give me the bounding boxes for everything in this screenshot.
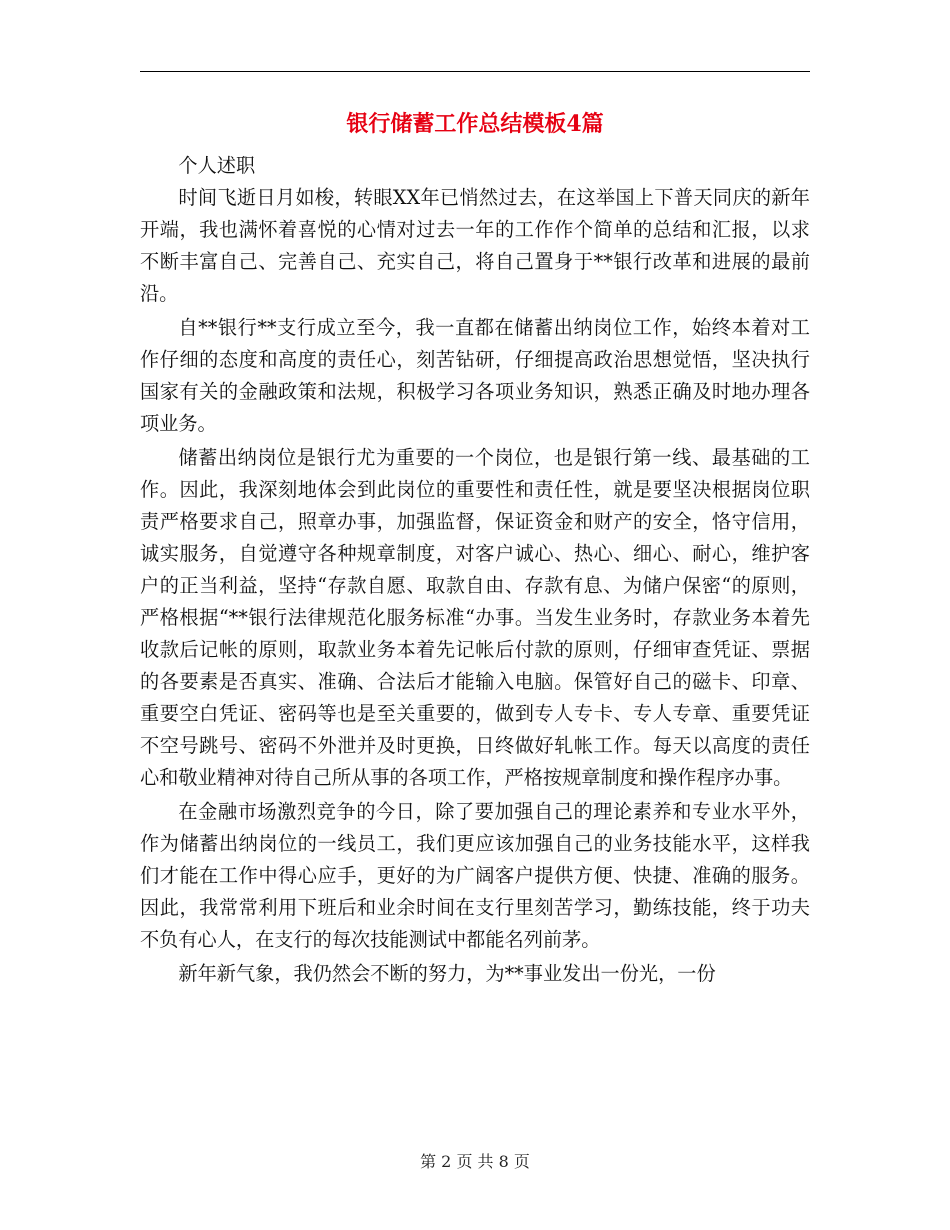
paragraph-4: 在金融市场激烈竞争的今日，除了要加强自己的理论素养和专业水平外，作为储蓄出纳岗位的一线员工，我们更应该加强自己的业务技能水平，这样我们才能在工作中得心应手，更好的为广阔客户提供方便、快捷、准确的服务。因此，我常常利用下班后和业余时间在支行里刻苦学习，勤练技能，终于功夫不负有心人，在支行的每次技能测试中都能名列前茅。 (140, 800, 810, 951)
document-title: 银行储蓄工作总结模板4篇 (346, 111, 604, 137)
paragraph-1: 时间飞逝日月如梭，转眼XX年已悄然过去，在这举国上下普天同庆的新年开端，我也满怀着喜悦的心情对过去一年的工作作个简单的总结和汇报，以求不断丰富自己、完善自己、充实自己，将自己置身于**银行改革和进展的最前沿。 (140, 186, 810, 305)
paragraph-3: 储蓄出纳岗位是银行尤为重要的一个岗位，也是银行第一线、最基础的工作。因此，我深刻地体会到此岗位的重要性和责任性，就是要坚决根据岗位职责严格要求自己，照章办事，加强监督，保证资金和财产的安全，恪守信用，诚实服务，自觉遵守各种规章制度，对客户诚心、热心、细心、耐心，维护客户的正当利益，坚持“存款自愿、取款自由、存款有息、为储户保密“的原则，严格根据“**银行法律规范化服务标准“办事。当发生业务时，存款业务本着先收款后记帐的原则，取款业务本着先记帐后付款的原则，仔细审查凭证、票据的各要素是否真实、准确、合法后才能输入电脑。保管好自己的磁卡、印章、重要空白凭证、密码等也是至关重要的，做到专人专卡、专人专章、重要凭证不空号跳号、密码不外泄并及时更换，日终做好轧帐工作。每天以高度的责任 心和敬业精神对待自己所从事的各项工作，严格按规章制度和操作程序办事。 (140, 446, 810, 789)
paragraph-2: 自**银行**支行成立至今，我一直都在储蓄出纳岗位工作，始终本着对工作仔细的态度和高度的责任心，刻苦钻研，仔细提高政治思想觉悟，坚决执行国家有关的金融政策和法规，积极学习各项业务知识，熟悉正确及时地办理各项业务。 (140, 316, 810, 435)
section-label: 个人述职 (178, 154, 256, 177)
paragraph-5: 新年新气象，我仍然会不断的努力，为**事业发出一份光，一份 (178, 962, 716, 985)
header-rule (140, 71, 810, 72)
document-body (140, 150, 810, 990)
page-indicator: 第 2 页 共 8 页 (420, 1152, 530, 1171)
